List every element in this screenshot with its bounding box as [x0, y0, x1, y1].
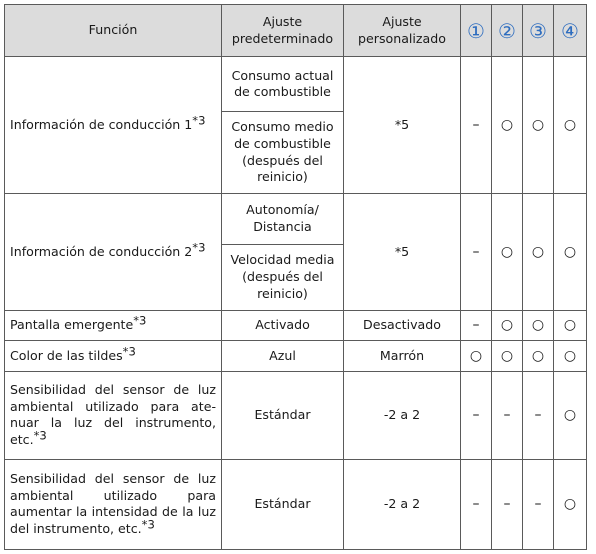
- availability-cell: ○: [492, 310, 523, 341]
- function-cell: Sensibilidad del sensor de luz ambiental utilizado para aumentar la intensidad de la luz del instrumento, etc.$^{*3}$: [5, 459, 222, 549]
- availability-cell: ○: [492, 194, 523, 311]
- availability-cell: –: [461, 310, 492, 341]
- custom-cell: -2 a 2: [344, 371, 461, 459]
- custom-cell: Desactivado: [344, 310, 461, 341]
- default-cell: Consumo medio de combustible (después del reinicio): [222, 112, 344, 194]
- availability-cell: ○: [554, 310, 587, 341]
- availability-cell: –: [461, 459, 492, 549]
- availability-cell: ○: [492, 57, 523, 194]
- default-cell: Estándar: [222, 459, 344, 549]
- default-cell: Autonomía/ Distancia: [222, 194, 344, 245]
- function-cell: Sensibilidad del sensor de luz ambiental utilizado para ate-nuar la luz del instrumento, etc.$^{*3}$: [5, 371, 222, 459]
- default-cell: Estándar: [222, 371, 344, 459]
- availability-cell: ○: [523, 310, 554, 341]
- header-col-4: ④: [554, 5, 587, 57]
- availability-cell: ○: [523, 341, 554, 372]
- custom-cell: *5: [344, 57, 461, 194]
- header-custom-setting: Ajuste personalizado: [344, 5, 461, 57]
- availability-cell: –: [492, 371, 523, 459]
- table-row: [5, 194, 587, 245]
- default-cell: Azul: [222, 341, 344, 372]
- header-col-2: ②: [492, 5, 523, 57]
- function-cell: Información de conducción 1$^{*3}$: [5, 57, 222, 194]
- availability-cell: ○: [554, 341, 587, 372]
- header-col-3: ③: [523, 5, 554, 57]
- settings-table: [4, 4, 587, 550]
- header-default-setting: Ajuste predeterminado: [222, 5, 344, 57]
- availability-cell: ○: [461, 341, 492, 372]
- availability-cell: ○: [554, 194, 587, 311]
- table-row: [5, 341, 587, 372]
- availability-cell: ○: [554, 459, 587, 549]
- availability-cell: ○: [554, 371, 587, 459]
- availability-cell: –: [461, 57, 492, 194]
- header-col-1: ①: [461, 5, 492, 57]
- availability-cell: –: [461, 371, 492, 459]
- function-cell: Información de conducción 2$^{*3}$: [5, 194, 222, 311]
- function-cell: Color de las tildes$^{*3}$: [5, 341, 222, 372]
- table-row: [5, 371, 587, 459]
- availability-cell: ○: [554, 57, 587, 194]
- table-header-row: [5, 5, 587, 57]
- availability-cell: –: [523, 371, 554, 459]
- availability-cell: ○: [492, 341, 523, 372]
- table-row: [5, 310, 587, 341]
- custom-cell: *5: [344, 194, 461, 311]
- availability-cell: ○: [523, 194, 554, 311]
- default-cell: Activado: [222, 310, 344, 341]
- header-function: Función: [5, 5, 222, 57]
- function-cell: Pantalla emergente$^{*3}$: [5, 310, 222, 341]
- availability-cell: –: [523, 459, 554, 549]
- availability-cell: –: [461, 194, 492, 311]
- table-row: [5, 459, 587, 549]
- default-cell: Consumo actual de combustible: [222, 57, 344, 112]
- custom-cell: -2 a 2: [344, 459, 461, 549]
- custom-cell: Marrón: [344, 341, 461, 372]
- availability-cell: ○: [523, 57, 554, 194]
- table-row: [5, 57, 587, 112]
- availability-cell: –: [492, 459, 523, 549]
- default-cell: Velocidad media (después del reinicio): [222, 245, 344, 310]
